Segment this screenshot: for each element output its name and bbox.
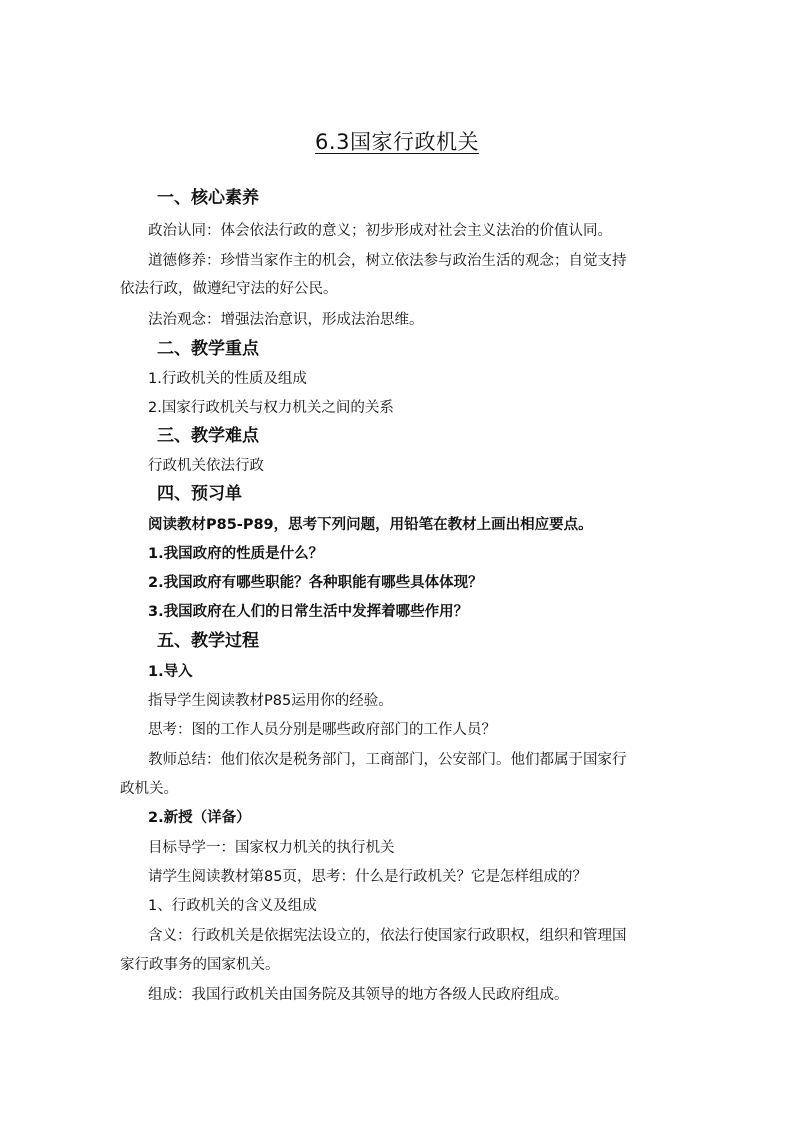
section-heading-core-literacy: 一、核心素养 [157,188,259,208]
difficulty-text: 行政机关依法行政 [148,458,264,474]
focus-item-1: 1.行政机关的性质及组成 [148,371,307,387]
paragraph-guide-reading: 指导学生阅读教材P85运用你的经验。 [148,693,393,709]
paragraph-think: 思考：图的工作人员分别是哪些政府部门的工作人员？ [148,722,496,738]
section-heading-teaching-process: 五、教学过程 [157,631,259,651]
preview-question-3: 3.我国政府在人们的日常生活中发挥着哪些作用？ [148,604,469,620]
paragraph-meaning-line1: 含义：行政机关是依据宪法设立的，依法行使国家行政职权，组织和管理国 [148,928,627,944]
section-heading-teaching-difficulty: 三、教学难点 [157,426,259,446]
paragraph-meaning-line2: 家行政事务的国家机关。 [120,957,280,973]
subheading-new-lesson: 2.新授（详备） [148,810,251,826]
focus-item-2: 2.国家行政机关与权力机关之间的关系 [148,400,394,416]
paragraph-meaning-composition-heading: 1、行政机关的含义及组成 [148,898,317,914]
paragraph-rule-of-law: 法治观念：增强法治意识，形成法治思维。 [148,312,424,328]
paragraph-goal-guide: 目标导学一：国家权力机关的执行机关 [148,840,395,856]
paragraph-moral-cultivation-line1: 道德修养：珍惜当家作主的机会，树立依法参与政治生活的观念；自觉支持 [148,253,627,269]
section-heading-preview: 四、预习单 [157,484,242,504]
paragraph-teacher-summary-line1: 教师总结：他们依次是税务部门，工商部门，公安部门。他们都属于国家行 [148,752,627,768]
paragraph-composition: 组成：我国行政机关由国务院及其领导的地方各级人民政府组成。 [148,987,569,1003]
subheading-introduction: 1.导入 [148,664,193,680]
document-title: 6.3国家行政机关 [315,130,479,154]
paragraph-teacher-summary-line2: 政机关。 [120,781,178,797]
preview-question-1: 1.我国政府的性质是什么？ [148,546,324,562]
paragraph-political-identity: 政治认同：体会依法行政的意义；初步形成对社会主义法治的价值认同。 [148,223,612,239]
section-heading-teaching-focus: 二、教学重点 [157,339,259,359]
preview-intro: 阅读教材P85-P89，思考下列问题，用铅笔在教材上画出相应要点。 [148,517,593,533]
paragraph-ask-students: 请学生阅读教材第85页，思考：什么是行政机关？它是怎样组成的？ [148,869,587,885]
paragraph-moral-cultivation-line2: 依法行政，做遵纪守法的好公民。 [120,281,338,297]
preview-question-2: 2.我国政府有哪些职能？各种职能有哪些具体体现？ [148,575,483,591]
